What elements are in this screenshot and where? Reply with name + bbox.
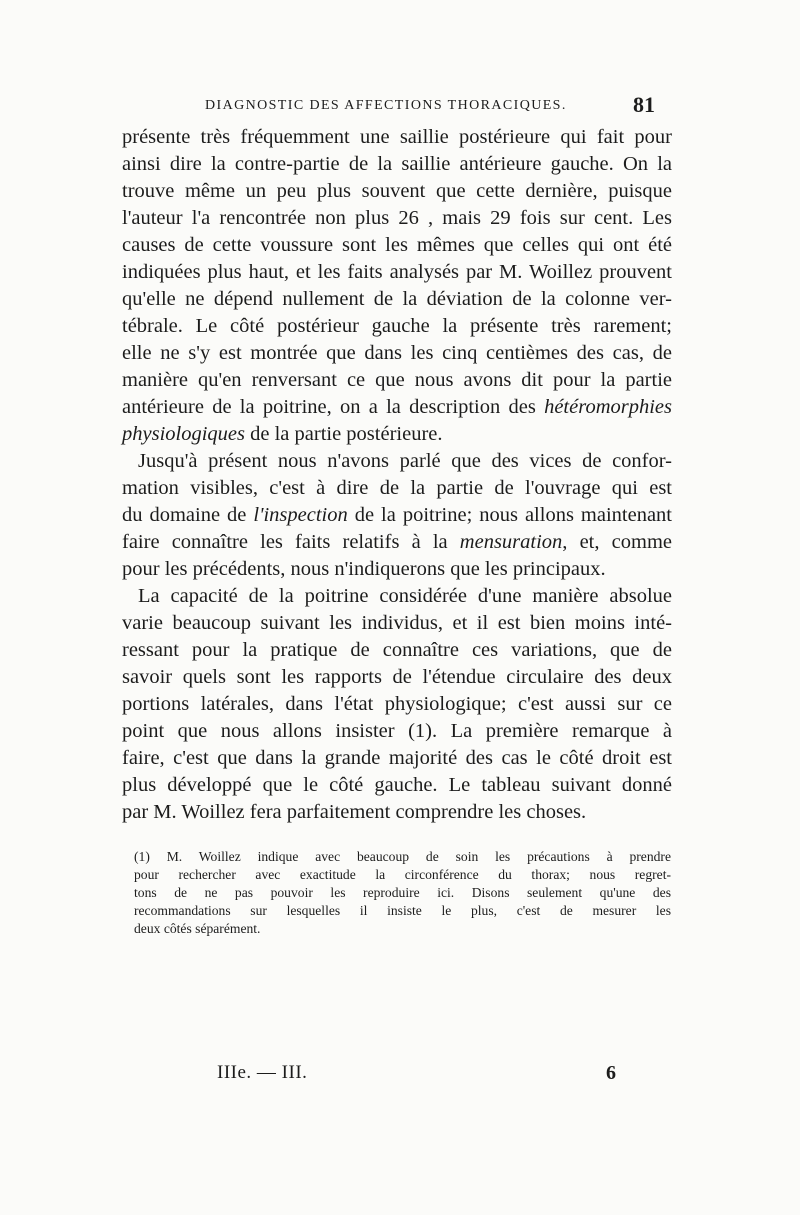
paragraph-2 (122, 448, 672, 583)
signature-number: 6 (606, 1062, 616, 1084)
text-segment: de la partie postérieure. (245, 423, 443, 445)
text-line: indiquées plus haut, et les faits analysés par M. Woillez prouvent (122, 261, 672, 283)
italic-term: mensuration (459, 531, 563, 553)
text-line: manière qu'en renversant ce que nous avons dit pour la partie (122, 369, 672, 391)
footnote-line: recommandations sur lesquelles il insiste le plus, c'est de mesurer les (134, 903, 671, 918)
text-line: ressant pour la pratique de connaître ces variations, que de (122, 639, 672, 661)
text-line: causes de cette voussure sont les mêmes que celles qui ont été (122, 234, 672, 256)
signature-mark: IIIe. — III. (217, 1062, 308, 1083)
text-segment: faire connaître les faits relatifs à la (122, 531, 460, 553)
text-line: tébrale. Le côté postérieur gauche la présente très rarement; (122, 315, 672, 337)
text-line: trouve même un peu plus souvent que cette dernière, puisque (122, 180, 672, 202)
text-line: présente très fréquemment une saillie postérieure qui fait pour (122, 126, 672, 148)
text-line: elle ne s'y est montrée que dans les cinq centièmes des cas, de (122, 342, 672, 364)
footnote-line: (1) M. Woillez indique avec beaucoup de soin les précautions à prendre (134, 849, 671, 864)
footnote-line: pour rechercher avec exactitude la circonférence du thorax; nous regret- (134, 867, 671, 882)
text-line (122, 421, 672, 448)
text-line: faire, c'est que dans la grande majorité des cas le côté droit est (122, 747, 672, 769)
text-line: point que nous allons insister (1). La première remarque à (122, 720, 672, 742)
paragraph-3 (122, 583, 672, 826)
text-segment: antérieure de la poitrine, on a la description des (122, 396, 545, 418)
text-line: pour les précédents, nous n'indiquerons que les principaux. (122, 558, 606, 580)
text-line: portions latérales, dans l'état physiologique; c'est aussi sur ce (122, 693, 672, 715)
text-line: qu'elle ne dépend nullement de la déviation de la colonne ver- (122, 288, 672, 310)
italic-term: physiologiques (122, 423, 245, 445)
page-number: 81 (633, 92, 655, 117)
paragraph-1 (122, 124, 672, 448)
text-segment: , et, comme (562, 531, 672, 553)
text-line (122, 394, 672, 421)
footnote (134, 848, 671, 938)
text-line: par M. Woillez fera parfaitement comprendre les choses. (122, 801, 587, 823)
text-line (122, 529, 672, 556)
footnote-line: deux côtés séparément. (134, 921, 261, 936)
text-line: ainsi dire la contre-partie de la saillie antérieure gauche. On la (122, 153, 672, 175)
text-line: plus développé que le côté gauche. Le tableau suivant donné (122, 774, 672, 796)
text-line (122, 502, 672, 529)
italic-term: l'inspection (253, 504, 348, 526)
text-line: Jusqu'à présent nous n'avons parlé que des vices de confor- (138, 450, 672, 472)
footnote-line: tons de ne pas pouvoir les reproduire ici. Disons seulement qu'une des (134, 885, 671, 900)
text-line: La capacité de la poitrine considérée d'une manière absolue (138, 585, 672, 607)
text-line: l'auteur l'a rencontrée non plus 26 , mais 29 fois sur cent. Les (122, 207, 672, 229)
text-line: varie beaucoup suivant les individus, et il est bien moins inté- (122, 612, 672, 634)
text-segment: du domaine de (122, 504, 254, 526)
text-line: mation visibles, c'est à dire de la partie de l'ouvrage qui est (122, 477, 672, 499)
running-head-title: DIAGNOSTIC DES AFFECTIONS THORACIQUES. (205, 98, 567, 113)
text-segment: de la poitrine; nous allons maintenant (347, 504, 672, 526)
italic-term: hétéromorphies (544, 396, 672, 418)
running-head (205, 92, 655, 118)
text-line: savoir quels sont les rapports de l'étendue circulaire des deux (122, 666, 672, 688)
main-text (122, 124, 672, 826)
